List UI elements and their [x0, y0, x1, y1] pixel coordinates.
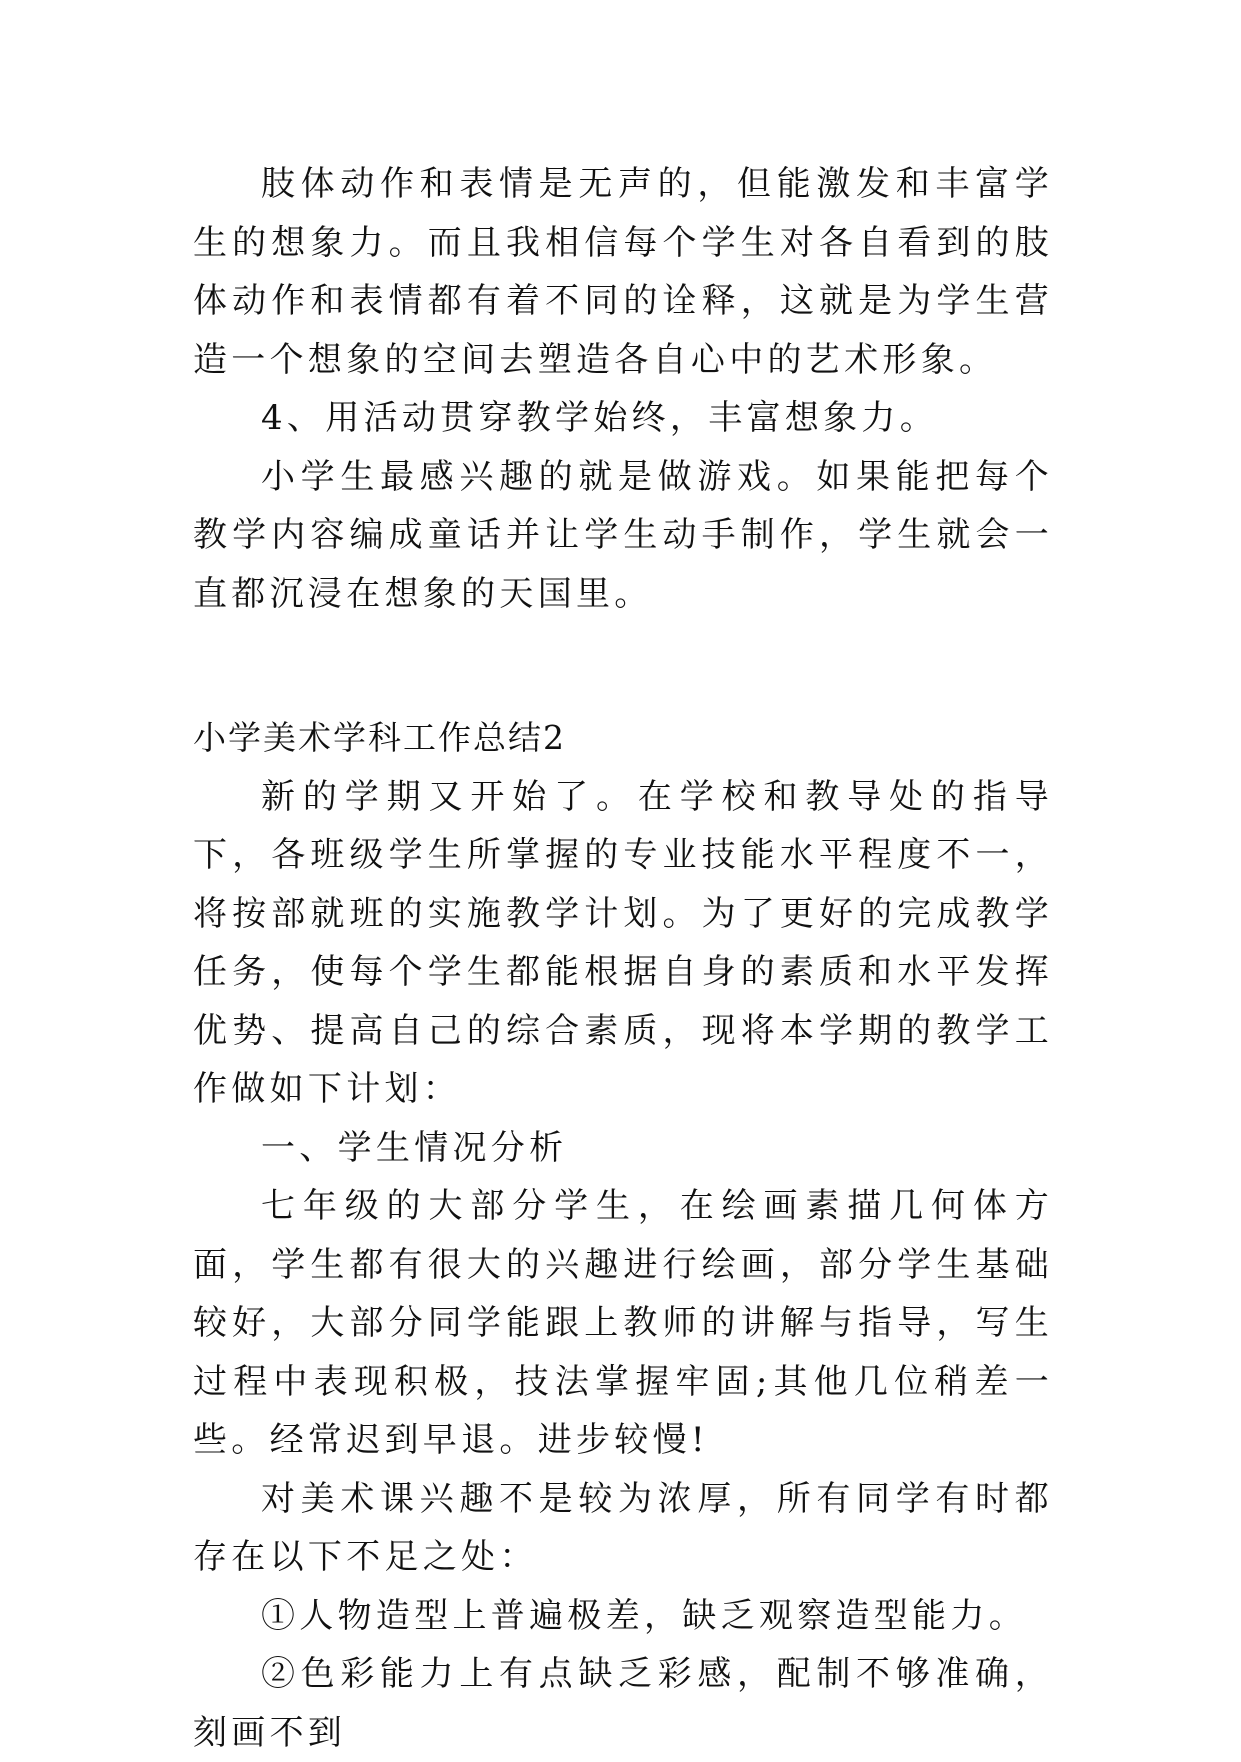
- section-title: 小学美术学科工作总结2: [193, 718, 566, 757]
- paragraph-interest-shortcomings: 对美术课兴趣不是较为浓厚，所有同学有时都存在以下不足之处：: [193, 1478, 1053, 1577]
- paragraph-grade7-analysis: 七年级的大部分学生，在绘画素描几何体方面，学生都有很大的兴趣进行绘画，部分学生基础较好，大部分同学能跟上教师的讲解与指导，写生过程中表现积极，技法掌握牢固;其他几位稍差一些。经常迟到早退。进步较慢!: [193, 1186, 1053, 1460]
- section-spacer: [193, 623, 1053, 709]
- paragraph-activity-heading: 4、用活动贯穿教学始终，丰富想象力。: [261, 398, 939, 438]
- paragraph-student-analysis-heading: 一、学生情况分析: [261, 1127, 568, 1168]
- document-body: [193, 155, 1053, 1762]
- list-item-figure-modeling: ①人物造型上普遍极差，缺乏观察造型能力。: [261, 1595, 1027, 1636]
- paragraph-new-semester: 新的学期又开始了。在学校和教导处的指导下，各班级学生所掌握的专业技能水平程度不一，将按部就班的实施教学计划。为了更好的完成教学任务，使每个学生都能根据自身的素质和水平发挥优势、提高自己的综合素质，现将本学期的教学工作做如下计划：: [193, 776, 1053, 1109]
- paragraph-body-gestures: 肢体动作和表情是无声的，但能激发和丰富学生的想象力。而且我相信每个学生对各自看到的肢体动作和表情都有着不同的诠释，这就是为学生营造一个想象的空间去塑造各自心中的艺术形象。: [193, 164, 1053, 380]
- list-item-color-ability: ②色彩能力上有点缺乏彩感，配制不够准确，刻画不到: [193, 1654, 1053, 1753]
- paragraph-games: 小学生最感兴趣的就是做游戏。如果能把每个教学内容编成童话并让学生动手制作，学生就会一直都沉浸在想象的天国里。: [193, 456, 1053, 614]
